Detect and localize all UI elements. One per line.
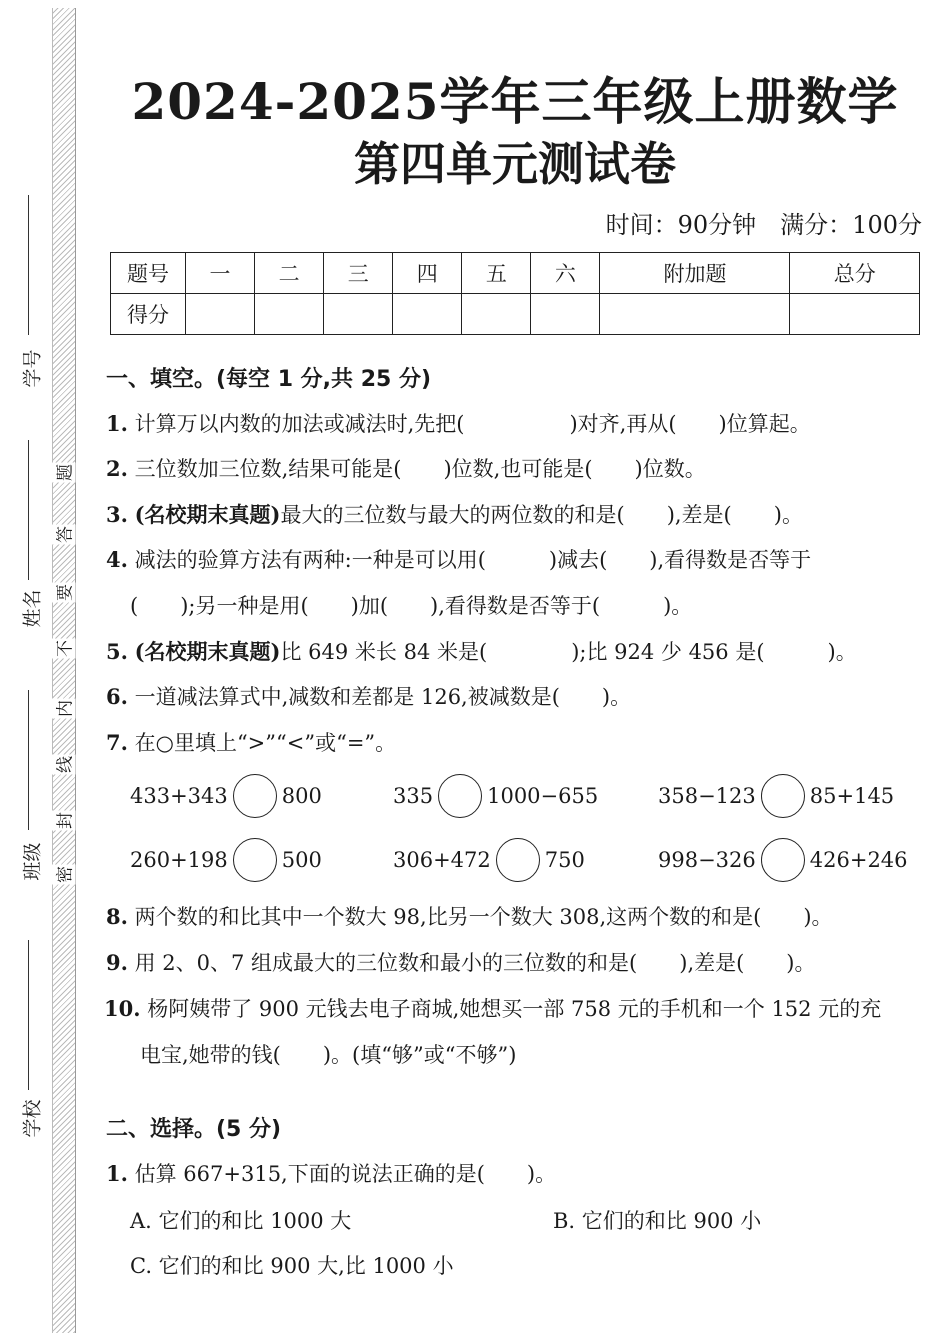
score-cell[interactable] xyxy=(186,294,255,335)
question-2 xyxy=(106,453,706,483)
question-number: 1. xyxy=(106,411,128,436)
seal-char: 密 xyxy=(51,865,76,885)
comparison-item: 998−326 426+246 xyxy=(658,838,908,882)
option-c[interactable]: C. 它们的和比 900 大,比 1000 小 xyxy=(130,1254,454,1278)
score-header-cell: 六 xyxy=(531,253,600,294)
question-4-continued: ( );另一种是用( )加( ),看得数是否等于( )。 xyxy=(130,594,693,618)
comparison-item: 433+343 800 xyxy=(130,774,322,818)
question-text: 计算万以内数的加法或减法时,先把( )对齐,再从( )位算起。 xyxy=(134,412,811,436)
seal-char: 内 xyxy=(51,699,76,719)
question-text: 一道减法算式中,减数和差都是 126,被减数是( )。 xyxy=(134,685,632,709)
question-1 xyxy=(106,408,811,438)
question-number: 6. xyxy=(106,684,128,709)
question-number: 8. xyxy=(106,904,128,929)
name-line xyxy=(28,440,29,580)
name-label: 姓名 xyxy=(21,589,44,628)
answer-circle[interactable] xyxy=(761,838,805,882)
question-tag: (名校期末真题) xyxy=(134,639,281,664)
question-number: 4. xyxy=(106,547,128,572)
score-table-score-row xyxy=(111,294,920,335)
question-9 xyxy=(106,947,816,977)
comparison-item: 335 1000−655 xyxy=(393,774,598,818)
question-text: 两个数的和比其中一个数大 98,比另一个数大 308,这两个数的和是( )。 xyxy=(134,905,833,929)
section-1-title: 一、填空。(每空 1 分,共 25 分) xyxy=(106,367,432,392)
question-4 xyxy=(106,544,811,574)
question-number: 1. xyxy=(106,1161,128,1186)
answer-circle[interactable] xyxy=(233,838,277,882)
score-cell[interactable] xyxy=(324,294,393,335)
student-id-label: 学号 xyxy=(21,349,44,388)
section-2-title: 二、选择。(5 分) xyxy=(106,1117,282,1142)
question-number: 10. xyxy=(104,996,141,1021)
score-header-cell: 四 xyxy=(393,253,462,294)
score-header-cell: 三 xyxy=(324,253,393,294)
choice-question-1 xyxy=(106,1158,556,1188)
score-header-cell: 二 xyxy=(255,253,324,294)
answer-circle[interactable] xyxy=(761,774,805,818)
question-text: 杨阿姨带了 900 元钱去电子商城,她想买一部 758 元的手机和一个 152 元的充 xyxy=(147,997,882,1021)
question-tag: (名校期末真题) xyxy=(134,502,281,527)
question-text: 减法的验算方法有两种:一种是可以用( )减去( ),看得数是否等于 xyxy=(134,548,812,572)
question-10 xyxy=(104,993,881,1023)
school-line xyxy=(28,940,29,1090)
seal-char: 答 xyxy=(51,525,76,545)
seal-char: 要 xyxy=(51,583,76,603)
question-text: 在○里填上“>”“<”或“=”。 xyxy=(134,731,397,755)
question-3 xyxy=(106,499,803,529)
class-label: 班级 xyxy=(21,842,44,881)
score-cell[interactable] xyxy=(600,294,790,335)
seal-char: 封 xyxy=(51,811,76,831)
score-header-cell: 总分 xyxy=(790,253,920,294)
seal-char: 线 xyxy=(51,755,76,775)
comparison-item: 306+472 750 xyxy=(393,838,585,882)
answer-circle[interactable] xyxy=(496,838,540,882)
score-row-label: 得分 xyxy=(111,294,186,335)
question-7 xyxy=(106,727,396,757)
comparison-item: 358−123 85+145 xyxy=(658,774,894,818)
class-line xyxy=(28,690,29,830)
question-number: 2. xyxy=(106,456,128,481)
seal-line-hatch xyxy=(52,8,76,1333)
score-cell[interactable] xyxy=(462,294,531,335)
option-b[interactable]: B. 它们的和比 900 小 xyxy=(553,1209,762,1233)
school-label: 学校 xyxy=(21,1099,44,1138)
answer-circle[interactable] xyxy=(233,774,277,818)
question-6 xyxy=(106,681,631,711)
score-header-cell: 题号 xyxy=(111,253,186,294)
exam-title: 2024-2025学年三年级上册数学 xyxy=(131,72,899,131)
question-text: 比 649 米长 84 米是( );比 924 少 456 是( )。 xyxy=(280,640,857,664)
question-number: 5. xyxy=(106,639,128,664)
score-cell[interactable] xyxy=(393,294,462,335)
score-cell[interactable] xyxy=(790,294,920,335)
question-number: 7. xyxy=(106,730,128,755)
question-number: 9. xyxy=(106,950,128,975)
score-table-header-row xyxy=(111,253,920,294)
question-text: 最大的三位数与最大的两位数的和是( ),差是( )。 xyxy=(280,503,803,527)
option-a[interactable]: A. 它们的和比 1000 大 xyxy=(130,1209,352,1233)
score-cell[interactable] xyxy=(531,294,600,335)
question-text: 估算 667+315,下面的说法正确的是( )。 xyxy=(134,1162,557,1186)
question-text: 用 2、0、7 组成最大的三位数和最小的三位数的和是( ),差是( )。 xyxy=(134,951,816,975)
question-text: 三位数加三位数,结果可能是( )位数,也可能是( )位数。 xyxy=(134,457,706,481)
question-8 xyxy=(106,901,833,931)
question-5 xyxy=(106,636,857,666)
question-10-continued: 电宝,她带的钱( )。(填“够”或“不够”) xyxy=(140,1043,517,1067)
score-cell[interactable] xyxy=(255,294,324,335)
exam-subtitle: 第四单元测试卷 xyxy=(354,137,676,191)
binding-margin xyxy=(0,0,80,1344)
score-table xyxy=(110,252,920,335)
score-header-cell: 附加题 xyxy=(600,253,790,294)
exam-meta: 时间：90分钟 满分：100分 xyxy=(605,211,922,239)
answer-circle[interactable] xyxy=(438,774,482,818)
score-header-cell: 一 xyxy=(186,253,255,294)
question-number: 3. xyxy=(106,502,128,527)
student-id-line xyxy=(28,195,29,335)
seal-char: 题 xyxy=(51,463,76,483)
score-header-cell: 五 xyxy=(462,253,531,294)
comparison-item: 260+198 500 xyxy=(130,838,322,882)
seal-char: 不 xyxy=(51,639,76,659)
